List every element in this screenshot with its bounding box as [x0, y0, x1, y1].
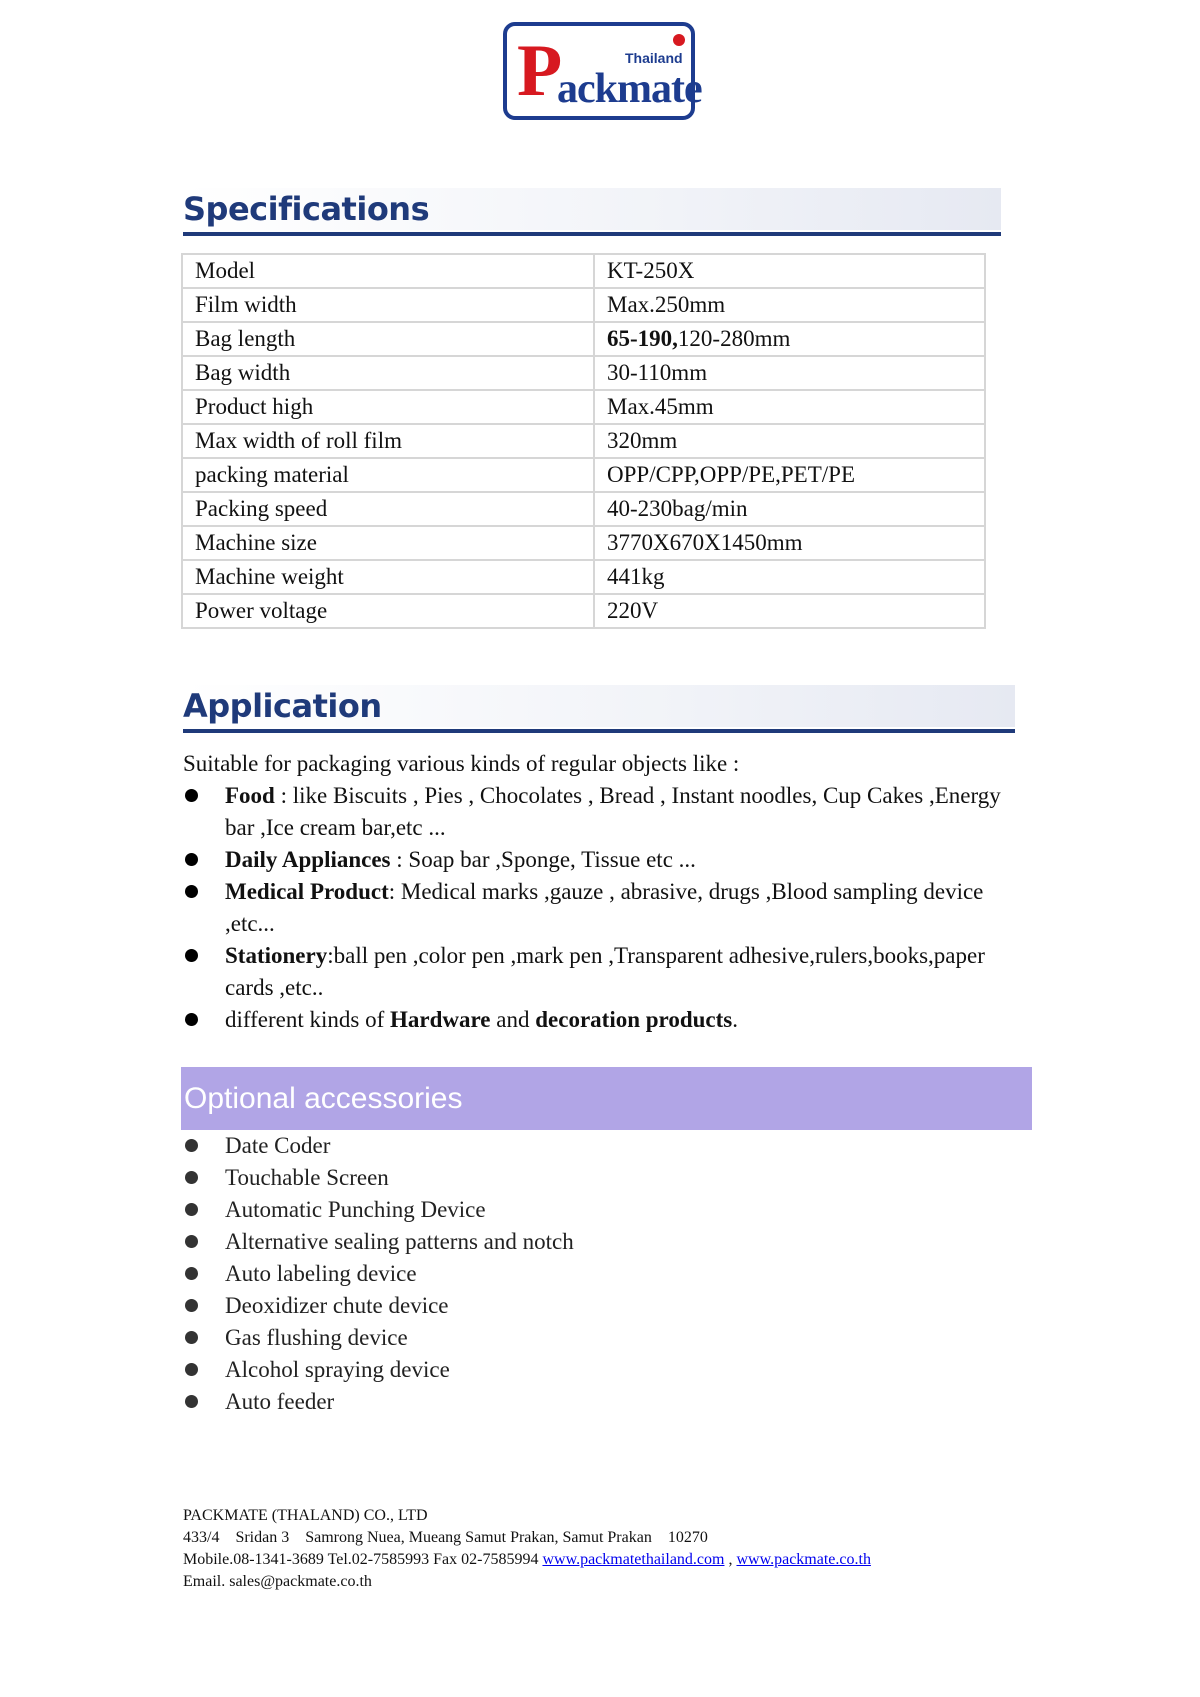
- spec-label: Machine size: [182, 526, 594, 560]
- application-list: [183, 780, 1003, 1036]
- spec-label: Packing speed: [182, 492, 594, 526]
- spec-row: [182, 322, 985, 356]
- specifications-rule: [183, 232, 1001, 236]
- spec-label: Product high: [182, 390, 594, 424]
- accessory-item: Date Coder: [183, 1130, 883, 1162]
- application-item: Food : like Biscuits , Pies , Chocolates , Bread , Instant noodles, Cup Cakes ,Energy bar ,Ice cream bar,etc ...: [183, 780, 1003, 844]
- spec-row: [182, 424, 985, 458]
- bullet-icon: [185, 1363, 198, 1376]
- bullet-icon: [185, 1395, 198, 1408]
- spec-value: 3770X670X1450mm: [594, 526, 985, 560]
- spec-label: Film width: [182, 288, 594, 322]
- application-rule: [183, 729, 1015, 733]
- bullet-icon: [185, 1299, 198, 1312]
- bullet-icon: [185, 1171, 198, 1184]
- spec-label: Max width of roll film: [182, 424, 594, 458]
- packmate-logo: [503, 22, 702, 120]
- spec-label: packing material: [182, 458, 594, 492]
- specifications-title: Specifications: [183, 190, 430, 228]
- spec-value: Max.45mm: [594, 390, 985, 424]
- accessory-item: Alternative sealing patterns and notch: [183, 1226, 883, 1258]
- accessory-item: Deoxidizer chute device: [183, 1290, 883, 1322]
- application-content: [183, 748, 1003, 1036]
- application-item: Medical Product: Medical marks ,gauze , abrasive, drugs ,Blood sampling device ,etc...: [183, 876, 1003, 940]
- spec-label: Power voltage: [182, 594, 594, 628]
- accessory-item: Automatic Punching Device: [183, 1194, 883, 1226]
- accessories-heading-bar: [181, 1067, 1032, 1130]
- spec-label: Bag width: [182, 356, 594, 390]
- spec-value: KT-250X: [594, 254, 985, 288]
- website-link-2[interactable]: www.packmate.co.th: [736, 1551, 871, 1568]
- footer-contact: Mobile.08-1341-3689 Tel.02-7585993 Fax 02-7585994 www.packmatethailand.com , www.packmate.co.th: [183, 1551, 871, 1568]
- accessory-item: Touchable Screen: [183, 1162, 883, 1194]
- accessory-item: Gas flushing device: [183, 1322, 883, 1354]
- spec-value: OPP/CPP,OPP/PE,PET/PE: [594, 458, 985, 492]
- spec-label: Model: [182, 254, 594, 288]
- bullet-icon: [185, 1331, 198, 1344]
- footer: [183, 1505, 871, 1593]
- accessories-title: Optional accessories: [184, 1082, 463, 1115]
- bullet-icon: [185, 885, 198, 898]
- spec-row: [182, 390, 985, 424]
- application-title: Application: [183, 687, 382, 725]
- spec-row: [182, 458, 985, 492]
- accessory-item: Alcohol spraying device: [183, 1354, 883, 1386]
- accessories-content: [183, 1130, 883, 1418]
- bullet-icon: [185, 949, 198, 962]
- footer-address: 433/4 Sridan 3 Samrong Nuea, Mueang Samut Prakan, Samut Prakan 10270: [183, 1529, 708, 1546]
- spec-value: 320mm: [594, 424, 985, 458]
- logo-word: ackmate: [557, 66, 702, 112]
- spec-value: 441kg: [594, 560, 985, 594]
- logo-letter: P: [517, 30, 563, 112]
- bullet-icon: [185, 789, 198, 802]
- website-link-1[interactable]: www.packmatethailand.com: [542, 1551, 725, 1568]
- spec-row: [182, 288, 985, 322]
- spec-row: [182, 526, 985, 560]
- bullet-icon: [185, 1013, 198, 1026]
- spec-row: [182, 356, 985, 390]
- accessory-item: Auto feeder: [183, 1386, 883, 1418]
- spec-row: [182, 594, 985, 628]
- specifications-table: [181, 253, 986, 629]
- application-intro: Suitable for packaging various kinds of regular objects like :: [183, 751, 740, 776]
- bullet-icon: [185, 1139, 198, 1152]
- footer-email: Email. sales@packmate.co.th: [183, 1573, 372, 1590]
- spec-row: [182, 254, 985, 288]
- spec-value: 65-190,120-280mm: [594, 322, 985, 356]
- bullet-icon: [185, 853, 198, 866]
- application-item: Stationery:ball pen ,color pen ,mark pen ,Transparent adhesive,rulers,books,paper cards ,etc..: [183, 940, 1003, 1004]
- spec-value: 30-110mm: [594, 356, 985, 390]
- trademark-icon: [673, 34, 685, 46]
- bullet-icon: [185, 1267, 198, 1280]
- spec-label: Bag length: [182, 322, 594, 356]
- spec-label: Machine weight: [182, 560, 594, 594]
- application-item: Daily Appliances : Soap bar ,Sponge, Tissue etc ...: [183, 844, 1003, 876]
- spec-value: 220V: [594, 594, 985, 628]
- footer-company: PACKMATE (THALAND) CO., LTD: [183, 1507, 428, 1524]
- spec-row: [182, 492, 985, 526]
- bullet-icon: [185, 1235, 198, 1248]
- logo-country: Thailand: [625, 50, 683, 66]
- spec-row: [182, 560, 985, 594]
- accessory-item: Auto labeling device: [183, 1258, 883, 1290]
- bullet-icon: [185, 1203, 198, 1216]
- application-item: different kinds of Hardware and decoration products.: [183, 1004, 1003, 1036]
- spec-value: Max.250mm: [594, 288, 985, 322]
- accessories-list: [183, 1130, 883, 1418]
- spec-value: 40-230bag/min: [594, 492, 985, 526]
